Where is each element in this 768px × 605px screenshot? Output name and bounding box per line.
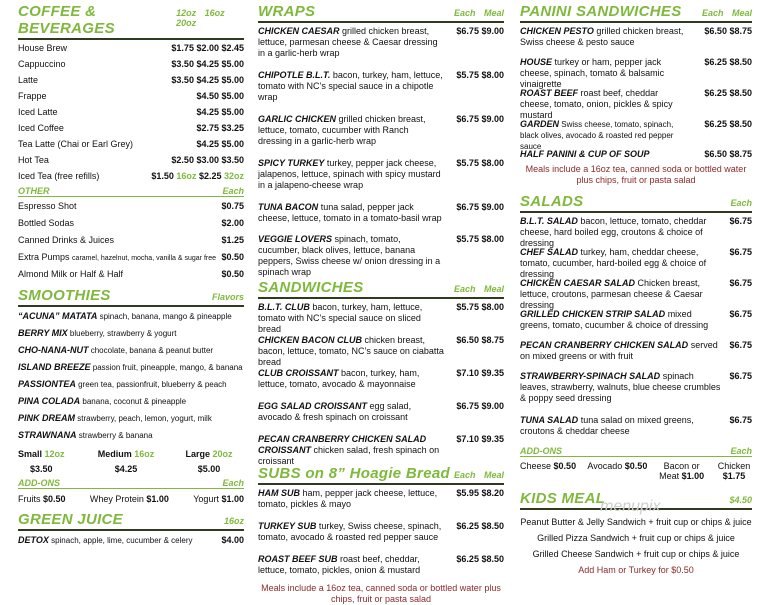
smoothie-sizes: Small 12oz $3.50 Medium 16oz $4.25 Large 20oz $5.00 [18,449,233,474]
sandwiches-header: SANDWICHES Each Meal [258,279,504,299]
menu-item: VEGGIE LOVERS spinach, tomato, cucumber, black olives, lettuce, banana peppers, Swiss cheese w/ onion dressing in a spinach wrap $5.75 $8.00 [258,234,504,277]
kids-item: Grilled Cheese Sandwich + fruit cup or chips & juice [532,549,740,559]
menu-item: CHICKEN PESTO grilled chicken breast, Swiss cheese & pesto sauce $6.50 $8.75 [520,26,752,47]
menu-item: HAM SUB ham, pepper jack cheese, lettuce, tomato, pickles & mayo $5.95 $8.20 [258,488,504,509]
coffee-sizes: 12oz 16oz 20oz [176,8,225,28]
menu-item: TURKEY SUB turkey, Swiss cheese, spinach, tomato, avocado & roasted red pepper sauce $6.25 $8.50 [258,521,504,542]
wraps-header: WRAPS Each Meal [258,3,504,23]
kids-item: Peanut Butter & Jelly Sandwich + fruit cup or chips & juice [520,517,752,527]
addons-header: ADD-ONS Each [18,478,244,488]
green-juice-header: GREEN JUICE 16oz [18,511,244,531]
menu-item: ROAST BEEF roast beef, cheddar cheese, tomato, onion, pickles & spicy mustard $6.25 $8.50 [520,88,752,120]
menu-item: HOUSE turkey or ham, pepper jack cheese, spinach, tomato & balsamic vinaigrette $6.25 $8.50 [520,57,752,89]
smoothie-item: BERRY MIX blueberry, strawberry & yogurt [18,328,177,338]
menu-item: CHEF SALAD turkey, ham, cheddar cheese, tomato, cucumber, hard-boiled egg & choice of dressing $6.75 [520,247,752,279]
menu-item: Cappuccino $3.50 $4.25 $5.00 [18,59,244,69]
smoothie-addons: Fruits $0.50 Whey Protein $1.00 Yogurt $1.00 [18,494,244,504]
menu-item: DETOX spinach, apple, lime, cucumber & celery $4.00 [18,535,244,545]
menu-item: CHIPOTLE B.L.T. bacon, turkey, ham, lettuce, tomato with NC’s special sauce in a chipotle wrap $5.75 $8.00 [258,70,504,102]
smoothie-item: PINA COLADA banana, coconut & pineapple [18,396,187,406]
menu-item: B.L.T. SALAD bacon, lettuce, tomato, cheddar cheese, hard boiled egg, croutons & choice of dressing $6.75 [520,216,752,248]
kids-header: KIDS MEAL $4.50 menupix [520,490,752,515]
menu-item: Latte $3.50 $4.25 $5.00 [18,75,244,85]
menu-item: GARLIC CHICKEN grilled chicken breast, lettuce, tomato, cucumber with Ranch dressing in a garlic-herb wrap $6.75 $9.00 [258,114,504,146]
menu-item: ROAST BEEF SUB roast beef, cheddar, lettuce, tomato, pickles, onion & mustard $6.25 $8.50 [258,554,504,575]
menu-item: STRAWBERRY-SPINACH SALAD spinach leaves, strawberry, walnuts, blue cheese crumbles & poppy seed dressing $6.75 [520,371,752,403]
menu-item: Extra Pumps caramel, hazelnut, mocha, vanilla & sugar free $0.50 [18,252,244,262]
menu-item: Canned Drinks & Juices $1.25 [18,235,244,245]
menu-item: SPICY TURKEY turkey, pepper jack cheese, jalapenos, lettuce, spinach with spicy mustard in a jalapeno-cheese wrap $5.75 $8.00 [258,158,504,190]
menu-item: B.L.T. CLUB bacon, turkey, ham, lettuce, tomato with NC’s special sauce on sliced bread $5.75 $8.00 [258,302,504,334]
menu-item: Iced Tea (free refills) $1.50 16oz $2.25 32oz [18,171,244,181]
menu-item: Espresso Shot $0.75 [18,201,244,211]
meal-note: Meals include a 16oz tea, canned soda or bottled water plus chips, fruit or pasta salad [261,583,501,604]
smoothie-item: CHO-NANA-NUT chocolate, banana & peanut butter [18,345,214,355]
menu-item: House Brew $1.75 $2.00 $2.45 [18,43,244,53]
menu-item: GRILLED CHICKEN STRIP SALAD mixed greens, tomato, cucumber & choice of dressing $6.75 [520,309,752,330]
addons-header: ADD-ONS Each [520,446,752,456]
other-header: OTHER Each [18,186,244,196]
subs-header: SUBS on 8” Hoagie Bread Each Meal [258,465,504,485]
column-beverages [18,0,244,546]
menu-item: PECAN CRANBERRY CHICKEN SALAD CROISSANT chicken salad, fresh spinach on croissant $7.10 $9.35 [258,434,504,466]
menu-item: Almond Milk or Half & Half $0.50 [18,269,244,279]
menu-item: Frappe $4.50 $5.00 [18,91,244,101]
menu-item: Iced Latte $4.25 $5.00 [18,107,244,117]
kids-item: Grilled Pizza Sandwich + fruit cup or chips & juice [537,533,735,543]
kids-list [520,514,752,578]
menu-item: TUNA SALAD tuna salad on mixed greens, croutons & cheddar cheese $6.75 [520,415,752,436]
meal-note: Meals include a 16oz tea, canned soda or bottled water plus chips, fruit or pasta salad [525,164,747,185]
smoothie-item: PASSIONTEA green tea, passionfruit, blueberry & peach [18,379,227,389]
salad-addons: Cheese $0.50 Avocado $0.50 Bacon or Meat $1.00 Chicken $1.75 [520,461,751,481]
menu-item: Bottled Sodas $2.00 [18,218,244,228]
menu-item: CHICKEN BACON CLUB chicken breast, bacon, lettuce, tomato, NC’s sauce on ciabatta bread $6.50 $8.75 [258,335,504,367]
salads-header: SALADS Each [520,193,752,213]
smoothies-header: SMOOTHIES Flavors [18,287,244,307]
panini-header: PANINI SANDWICHES Each Meal [520,3,752,23]
menu-item: PECAN CRANBERRY CHICKEN SALAD served on mixed greens or with fruit $6.75 [520,340,752,361]
column-panini-salads [520,0,752,578]
smoothie-item: “ACUNA” MATATA spinach, banana, mango & pineapple [18,311,232,321]
menu-item: CHICKEN CAESAR SALAD Chicken breast, lettuce, croutons, parmesan cheese & Caesar dressing $6.75 [520,278,752,310]
coffee-title: COFFEE & BEVERAGES [18,3,115,37]
menu-item: CLUB CROISSANT bacon, turkey, ham, lettuce, tomato, avocado & mayonnaise $7.10 $9.35 [258,368,504,389]
menu-item: Hot Tea $2.50 $3.00 $3.50 [18,155,244,165]
watermark: menupix [600,498,661,515]
menu-item: HALF PANINI & CUP OF SOUP $6.50 $8.75 [520,149,752,159]
menu-item: GARDEN Swiss cheese, tomato, spinach, black olives, avocado & roasted red pepper sauce $6.25 $8.50 [520,119,752,151]
smoothie-item: STRAWNANA strawberry & banana [18,430,153,440]
smoothie-item: PINK DREAM strawberry, peach, lemon, yogurt, milk [18,413,212,423]
coffee-header [18,3,244,40]
menu-item: CHICKEN CAESAR grilled chicken breast, lettuce, parmesan cheese & Caesar dressing in a garlic-herb wrap $6.75 $9.00 [258,26,504,58]
menu-item: Iced Coffee $2.75 $3.25 [18,123,244,133]
smoothie-item: ISLAND BREEZE passion fruit, pineapple, mango, & banana [18,362,243,372]
menu-item: TUNA BACON tuna salad, pepper jack cheese, lettuce, tomato in a tomato-basil wrap $6.75 $9.00 [258,202,504,223]
column-wraps-sandwiches [258,0,504,605]
kids-addon: Add Ham or Turkey for $0.50 [578,565,694,575]
menu-item: EGG SALAD CROISSANT egg salad, avocado & fresh spinach on croissant $6.75 $9.00 [258,401,504,422]
menu-item: Tea Latte (Chai or Earl Grey) $4.25 $5.00 [18,139,244,149]
